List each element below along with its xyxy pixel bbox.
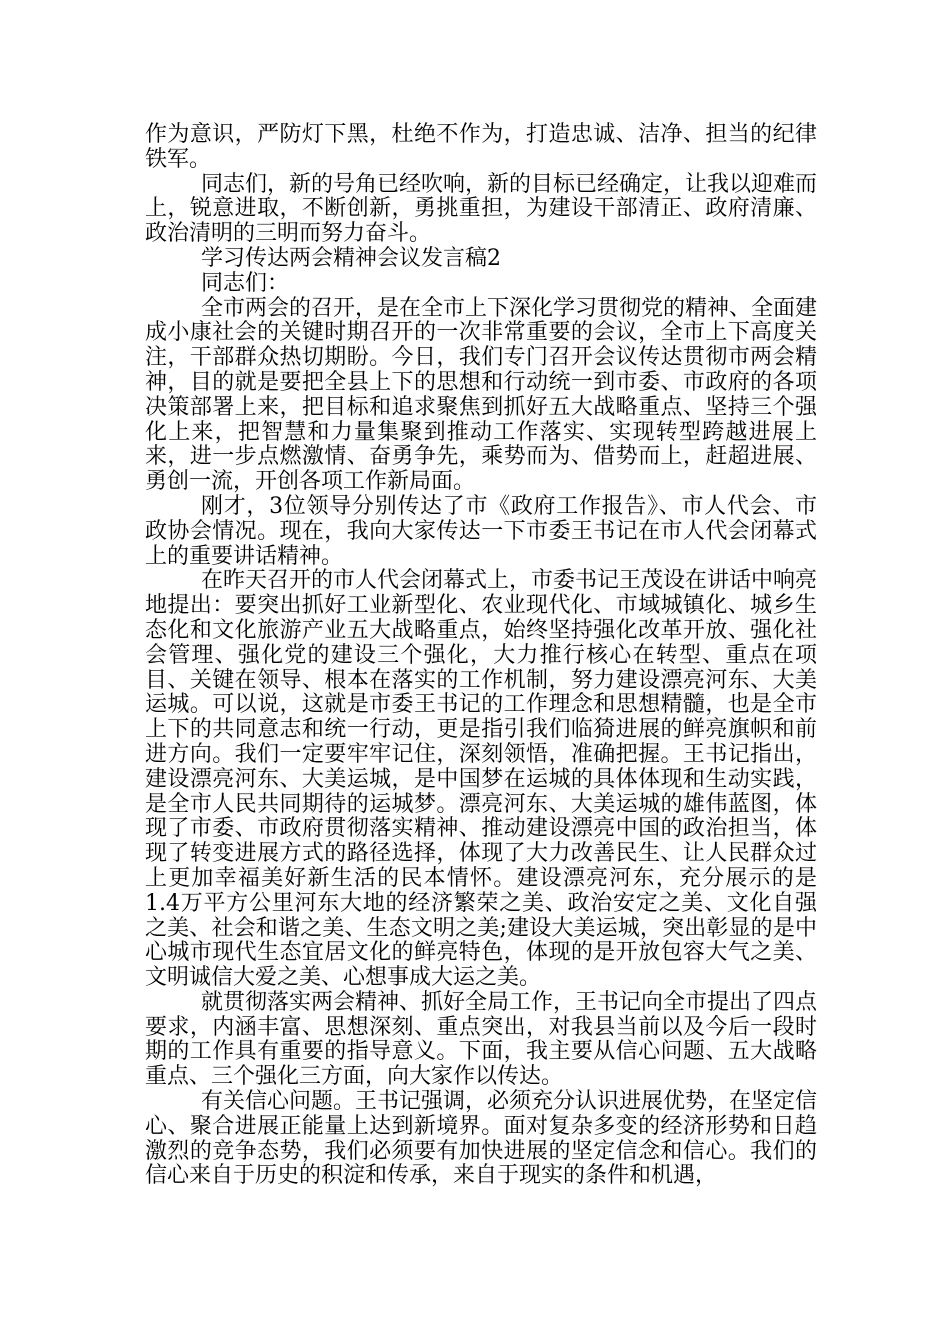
document-body bbox=[145, 123, 817, 1189]
paragraph-8: 就贯彻落实两会精神、抓好全局工作，王书记向全市提出了四点要求，内涵丰富、思想深刻、重点突出，对我县当前以及今后一段时期的工作具有重要的指导意义。下面，我主要从信心问题、五大战略重点、三个强化三方面，向大家作以传达。 bbox=[145, 989, 818, 1090]
paragraph-6: 刚才，3位领导分别传达了市《政府工作报告》、市人代会、市政协会情况。现在，我向大家传达一下市委王书记在市人代会闭幕式上的重要讲话精神。 bbox=[145, 493, 817, 569]
paragraph-1: 作为意识，严防灯下黑，杜绝不作为，打造忠诚、洁净、担当的纪律铁军。 bbox=[145, 122, 817, 172]
paragraph-5: 全市两会的召开，是在全市上下深化学习贯彻党的精神、全面建成小康社会的关键时期召开的一次非常重要的会议，全市上下高度关注，干部群众热切期盼。今日，我们专门召开会议传达贯彻市两会精神，目的就是要把全县上下的思想和行动统一到市委、市政府的各项决策部署上来，把目标和追求聚焦到抓好五大战略重点、坚持三个强化上来，把智慧和力量集聚到推动工作落实、实现转型跨越进展上来，进一步点燃激情、奋勇争先，乘势而为、借势而上，赶超进展、勇创一流，开创各项工作新局面。 bbox=[145, 295, 818, 495]
paragraph-7: 在昨天召开的市人代会闭幕式上，市委书记王茂设在讲话中响亮地提出：要突出抓好工业新型化、农业现代化、市域城镇化、城乡生态化和文化旅游产业五大战略重点，始终坚持强化改革开放、强化社会管理、强化党的建设三个强化，大力推行核心在转型、重点在项目、关键在领导、根本在落实的工作机制，努力建设漂亮河东、大美运城。可以说，这就是市委王书记的工作理念和思想精髓，也是全市上下的共同意志和统一行动，更是指引我们临猗进展的鲜亮旗帜和前进方向。我们一定要牢牢记住，深刻领悟，准确把握。王书记指出，建设漂亮河东、大美运城，是中国梦在运城的具体体现和生动实践，是全市人民共同期待的运城梦。漂亮河东、大美运城的雄伟蓝图，体现了市委、市政府贯彻落实精神、推动建设漂亮中国的政治担当，体现了转变进展方式的路径选择，体现了大力改善民生、让人民群众过上更加幸福美好新生活的民本情怀。建设漂亮河东，充分展示的是1.4万平方公里河东大地的经济繁荣之美、政治安定之美、文化自强之美、社会和谐之美、生态文明之美;建设大美运城，突出彰显的是中心城市现代生态宜居文化的鲜亮特色，体现的是开放包容大气之美、文明诚信大爱之美、心想事成大运之美。 bbox=[145, 568, 818, 991]
salutation: 同志们： bbox=[201, 270, 290, 296]
section-heading: 学习传达两会精神会议发言稿2 bbox=[201, 245, 501, 271]
paragraph-9: 有关信心问题。王书记强调，必须充分认识进展优势，在坚定信心、聚合进展正能量上达到新境界。面对复杂多变的经济形势和日趋激烈的竞争态势，我们必须要有加快进展的坚定信念和信心。我们的信心来自于历史的积淀和传承，来自于现实的条件和机遇， bbox=[145, 1089, 818, 1189]
paragraph-2: 同志们，新的号角已经吹响，新的目标已经确定，让我以迎难而上，锐意进取，不断创新，勇挑重担，为建设干部清正、政府清廉、政治清明的三明而努力奋斗。 bbox=[145, 171, 818, 247]
